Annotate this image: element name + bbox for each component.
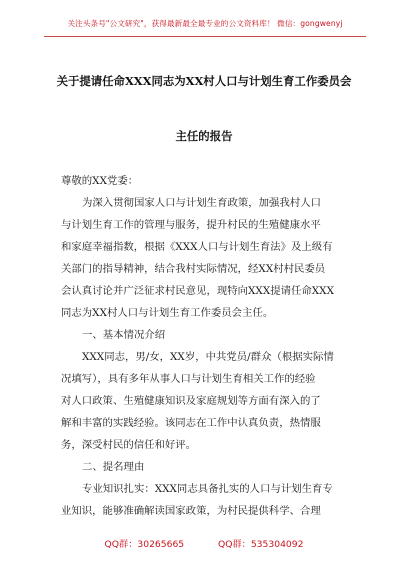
section-heading-nomination-reason: 二、提名理由 [82, 461, 145, 473]
body-line: 专业知识扎实：XXX同志具备扎实的人口与计划生育专 [82, 483, 333, 495]
body-line: 与计划生育工作的管理与服务，提升村民的生殖健康水平 [61, 219, 321, 231]
document-title-line-1: 关于提请任命XXX同志为XX村人口与计划生育工作委员会 [56, 74, 352, 88]
body-line: 同志为XX村人口与计划生育工作委员会主任。 [61, 307, 274, 319]
body-line: 解和丰富的实践经验。该同志在工作中认真负责，热情服 [61, 417, 321, 429]
footer-contact [0, 536, 408, 550]
footer-qq-group-2: QQ群：535304092 [218, 539, 304, 550]
body-line: 况填写），具有多年从事人口与计划生育相关工作的经验 [61, 373, 316, 385]
body-line: 业知识，能够准确解读国家政策，为村民提供科学、合理 [61, 505, 321, 517]
header-divider [44, 36, 366, 37]
footer-qq-group-1: QQ群：30265665 [104, 539, 185, 550]
header-banner: 关注头条号"公文研究"，获得最新最全最专业的公文资料库！ 微信：gongwenyj [67, 19, 343, 28]
body-line: 会认真讨论并广泛征求村民意见，现特向XXX提请任命XXX [61, 285, 334, 297]
salutation: 尊敬的XX党委： [61, 175, 139, 187]
section-heading-basic-info: 一、基本情况介绍 [82, 329, 166, 341]
body-line: 和家庭幸福指数，根据《XXX人口与计划生育法》及上级有 [61, 241, 333, 253]
body-line: 为深入贯彻国家人口与计划生育政策，加强我村人口 [82, 197, 321, 209]
document-title-line-2: 主任的报告 [175, 129, 233, 143]
body-line: XXX同志，男/女，XX岁，中共党员/群众（根据实际情 [82, 351, 334, 363]
body-line: 关部门的指导精神，结合我村实际情况，经XX村村民委员 [61, 263, 326, 275]
body-line: 务，深受村民的信任和好评。 [61, 439, 197, 451]
body-line: 对人口政策、生殖健康知识及家庭规划等方面有深入的了 [61, 395, 321, 407]
